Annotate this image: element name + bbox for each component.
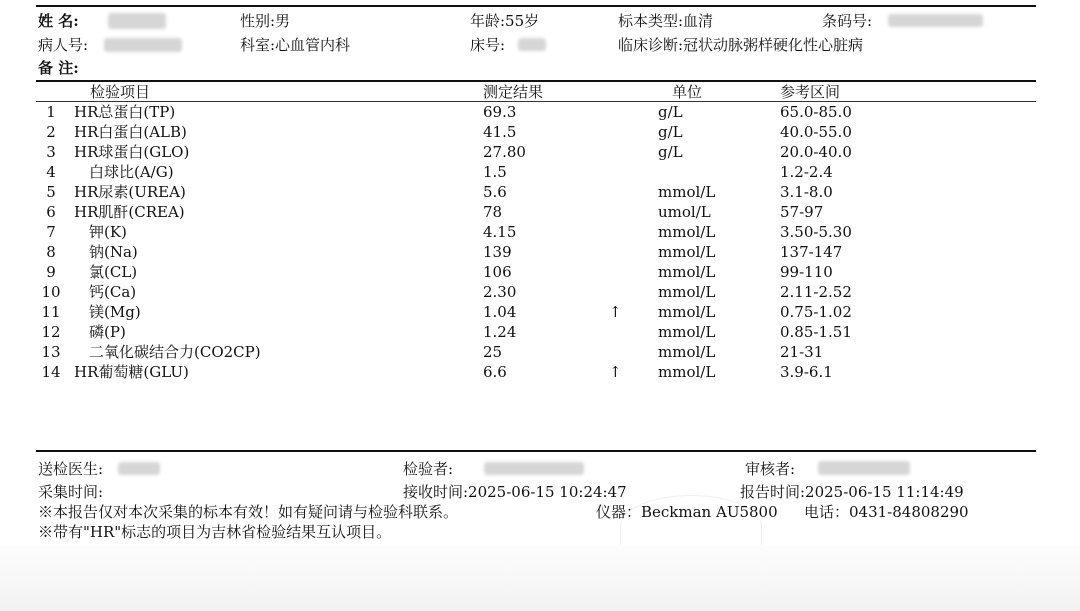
reference-range: 1.2-2.4 bbox=[780, 163, 833, 181]
test-item: HR肌酐(CREA) bbox=[74, 203, 185, 221]
row-number: 5 bbox=[46, 183, 56, 201]
tester-redacted bbox=[484, 462, 584, 475]
reference-range: 3.50-5.30 bbox=[780, 223, 852, 241]
test-result: 6.6 bbox=[483, 363, 507, 381]
row-number: 8 bbox=[46, 243, 56, 261]
abnormal-flag: ↑ bbox=[609, 363, 622, 381]
reviewer-label: 审核者: bbox=[745, 460, 796, 478]
test-result: 1.24 bbox=[483, 323, 517, 341]
specimen-type-field: 标本类型:血清 bbox=[618, 12, 714, 30]
instrument-info: 仪器：Beckman AU5800 bbox=[596, 503, 778, 521]
reference-range: 99-110 bbox=[780, 263, 833, 281]
test-result: 5.6 bbox=[483, 183, 507, 201]
test-unit: g/L bbox=[658, 103, 683, 121]
table-header-row bbox=[0, 82, 1080, 102]
reference-range: 137-147 bbox=[780, 243, 843, 261]
receive-time: 接收时间:2025-06-15 10:24:47 bbox=[403, 483, 627, 501]
test-unit: mmol/L bbox=[658, 263, 716, 281]
test-result: 106 bbox=[483, 263, 512, 281]
test-item: 钙(Ca) bbox=[74, 283, 137, 301]
reference-range: 21-31 bbox=[780, 343, 824, 361]
test-result: 69.3 bbox=[483, 103, 517, 121]
reference-range: 0.75-1.02 bbox=[780, 303, 852, 321]
column-header-item: 检验项目 bbox=[90, 83, 151, 101]
row-number: 6 bbox=[46, 203, 56, 221]
test-unit: mmol/L bbox=[658, 363, 716, 381]
reference-range: 3.9-6.1 bbox=[780, 363, 833, 381]
test-result: 41.5 bbox=[483, 123, 517, 141]
test-result: 4.15 bbox=[483, 223, 517, 241]
validity-note: ※本报告仅对本次采集的标本有效！如有疑问请与检验科联系。 bbox=[38, 503, 459, 521]
test-item: HR白蛋白(ALB) bbox=[74, 123, 187, 141]
table-row bbox=[0, 202, 1080, 222]
age-field: 年龄:55岁 bbox=[470, 12, 540, 30]
abnormal-flag: ↑ bbox=[609, 303, 622, 321]
doctor-label: 送检医生: bbox=[38, 460, 104, 478]
test-result: 78 bbox=[483, 203, 503, 221]
reference-range: 3.1-8.0 bbox=[780, 183, 833, 201]
patient-name-label: 姓 名: bbox=[38, 12, 79, 30]
test-unit: mmol/L bbox=[658, 323, 716, 341]
row-number: 2 bbox=[46, 123, 56, 141]
diagnosis-field: 临床诊断:冠状动脉粥样硬化性心脏病 bbox=[618, 36, 864, 54]
top-rule bbox=[36, 5, 1036, 7]
row-number: 13 bbox=[41, 343, 61, 361]
table-row bbox=[0, 162, 1080, 182]
gender-field: 性别:男 bbox=[240, 12, 291, 30]
reference-range: 2.11-2.52 bbox=[780, 283, 852, 301]
row-number: 10 bbox=[41, 283, 61, 301]
patient-id-label: 病人号: bbox=[38, 36, 89, 54]
test-result: 139 bbox=[483, 243, 512, 261]
test-unit: mmol/L bbox=[658, 243, 716, 261]
report-time: 报告时间:2025-06-15 11:14:49 bbox=[740, 483, 964, 501]
barcode-redacted bbox=[888, 14, 983, 27]
test-item: 钾(K) bbox=[74, 223, 127, 241]
test-unit: mmol/L bbox=[658, 183, 716, 201]
table-row bbox=[0, 362, 1080, 382]
doctor-redacted bbox=[118, 462, 160, 475]
table-row bbox=[0, 302, 1080, 322]
table-row bbox=[0, 262, 1080, 282]
table-row bbox=[0, 122, 1080, 142]
test-result: 2.30 bbox=[483, 283, 517, 301]
reviewer-redacted bbox=[818, 461, 910, 475]
row-number: 1 bbox=[46, 103, 56, 121]
test-item: HR球蛋白(GLO) bbox=[74, 143, 190, 161]
column-header-reference: 参考区间 bbox=[780, 83, 841, 101]
hr-mutual-recognition-note: ※带有"HR"标志的项目为吉林省检验结果互认项目。 bbox=[38, 523, 392, 541]
test-result: 27.80 bbox=[483, 143, 526, 161]
remark-label: 备 注: bbox=[38, 59, 79, 77]
test-result: 25 bbox=[483, 343, 503, 361]
table-row bbox=[0, 142, 1080, 162]
page-bottom-margin bbox=[0, 545, 1080, 611]
test-unit: mmol/L bbox=[658, 283, 716, 301]
test-unit: g/L bbox=[658, 123, 683, 141]
row-number: 11 bbox=[41, 303, 61, 321]
row-number: 14 bbox=[41, 363, 61, 381]
reference-range: 20.0-40.0 bbox=[780, 143, 852, 161]
bed-redacted bbox=[518, 38, 546, 51]
row-number: 4 bbox=[46, 163, 56, 181]
department-field: 科室:心血管内科 bbox=[240, 36, 351, 54]
table-row bbox=[0, 182, 1080, 202]
test-unit: mmol/L bbox=[658, 343, 716, 361]
row-number: 9 bbox=[46, 263, 56, 281]
test-item: HR葡萄糖(GLU) bbox=[74, 363, 189, 381]
table-row bbox=[0, 342, 1080, 362]
reference-range: 57-97 bbox=[780, 203, 824, 221]
reference-range: 65.0-85.0 bbox=[780, 103, 852, 121]
table-row bbox=[0, 102, 1080, 122]
bed-label: 床号: bbox=[470, 36, 506, 54]
tester-label: 检验者: bbox=[403, 460, 454, 478]
test-item: 氯(CL) bbox=[74, 263, 138, 281]
table-row bbox=[0, 222, 1080, 242]
column-header-result: 测定结果 bbox=[483, 83, 544, 101]
barcode-label: 条码号: bbox=[822, 12, 873, 30]
patient-id-redacted bbox=[104, 38, 182, 52]
collect-time-label: 采集时间: bbox=[38, 483, 104, 501]
reference-range: 40.0-55.0 bbox=[780, 123, 852, 141]
row-number: 3 bbox=[46, 143, 56, 161]
row-number: 12 bbox=[41, 323, 61, 341]
patient-name-redacted bbox=[108, 13, 166, 29]
column-header-unit: 单位 bbox=[672, 83, 703, 101]
test-unit: g/L bbox=[658, 143, 683, 161]
table-row bbox=[0, 282, 1080, 302]
test-item: HR尿素(UREA) bbox=[74, 183, 186, 201]
test-unit: umol/L bbox=[658, 203, 711, 221]
test-unit: mmol/L bbox=[658, 303, 716, 321]
test-item: 镁(Mg) bbox=[74, 303, 141, 321]
phone-info: 电话：0431-84808290 bbox=[804, 503, 969, 521]
test-item: 白球比(A/G) bbox=[74, 163, 174, 181]
test-item: 钠(Na) bbox=[74, 243, 138, 261]
test-item: HR总蛋白(TP) bbox=[74, 103, 176, 121]
reference-range: 0.85-1.51 bbox=[780, 323, 852, 341]
test-result: 1.04 bbox=[483, 303, 517, 321]
test-unit: mmol/L bbox=[658, 223, 716, 241]
test-item: 磷(P) bbox=[74, 323, 126, 341]
table-row bbox=[0, 242, 1080, 262]
test-result: 1.5 bbox=[483, 163, 507, 181]
test-item: 二氧化碳结合力(CO2CP) bbox=[74, 343, 261, 361]
table-row bbox=[0, 322, 1080, 342]
table-bottom-rule bbox=[36, 450, 1036, 452]
row-number: 7 bbox=[46, 223, 56, 241]
